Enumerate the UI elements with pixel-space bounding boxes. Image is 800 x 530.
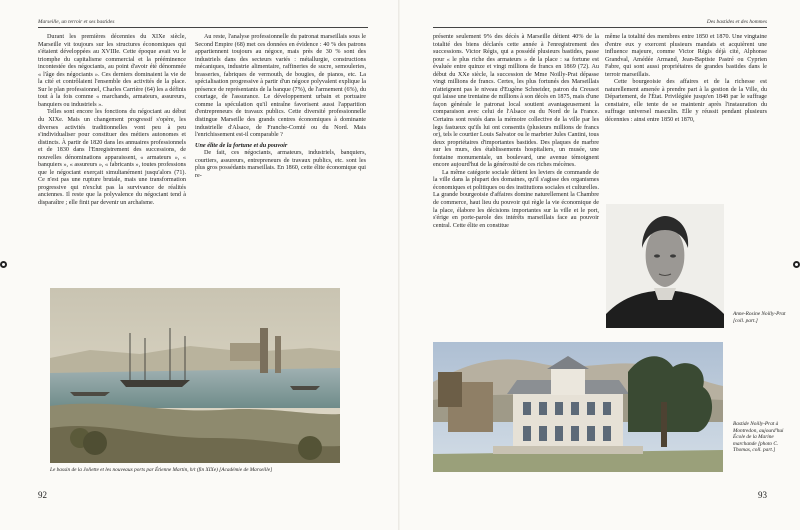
- right-column-1: [433, 34, 599, 230]
- left-column-2: [195, 34, 366, 180]
- portrait-photo: [606, 204, 724, 328]
- portrait-image: [606, 204, 724, 328]
- bastide-image: [433, 342, 723, 472]
- bastide-caption: Bastide Noilly-Prat à Montredon, aujourd'hui École de la Marine marchande [photo C. Thomas, coll. part.]: [733, 421, 784, 454]
- paragraph: présente seulement 9% des décès à Marseille détient 40% de la totalité des biens déclarés cette année à l'enregistrement des successions. Victor Régis, qui a possédé plusieurs bastides, passe pour « le plus riche des armateurs » de la place : sa fortune est évaluée entre quinze et vingt millions de francs en 1869 (72). Au début du XXe siècle, la succession de Mme Noilly-Prat dépasse vingt millions de francs. Certes, les plus fortunés des Marseillais n'atteignent pas le niveau d'Eugène Schneider, patron du Creusot qui laisse une trentaine de millions à son décès en 1875, mais d'une façon générale le patronat local soutient avantageusement la comparaison avec celui de l'Alsace ou du Nord de la France. Certains sont restés dans la mémoire collective de la ville par les legs fastueux qu'ils lui ont consentis (plusieurs millions de francs or), tels le courtier Louis Salvator ou le marbrier Jules Cantini, tous deux propriétaires d'importantes bastides. Des plaques de marbre sur les murs, des établissements hospitaliers, un musée, une fontaine monumentale, un boulevard, une avenue témoignent encore aujourd'hui de la générosité de ces riches mécènes.: [433, 34, 599, 169]
- right-page: [400, 0, 800, 530]
- running-head-right: Des bastides et des hommes: [706, 19, 767, 25]
- paragraph: Durant les premières décennies du XIXe siècle, Marseille vit toujours sur les structures économiques qui s'étaient développées au XVIIIe. Cette époque avait vu le triomphe du capitalisme commercial et la prééminence incontestée des négociants, au point d'avoir été dénommée « l'âge des négociants ». Ces derniers dominaient la vie de la cité et contrôlaient l'ensemble des activités de la place. Sur le plan professionnel, Charles Carrière (64) les a définis tout à la fois comme « marchands, armateurs, assureurs, banquiers ou industriels ».: [38, 34, 186, 108]
- header-rule-left: [38, 27, 368, 28]
- registration-mark-left: [0, 261, 7, 268]
- paragraph: De fait, ces négociants, armateurs, industriels, banquiers, courtiers, assureurs, entrepreneurs de travaux publics, etc. sont les plus gros possédants marseillais. En 1860, cette élite économique qui re-: [195, 150, 366, 179]
- paragraph: La même catégorie sociale détient les leviers de commande de la ville dans la plupart des domaines, qu'il s'agisse des organismes économiques et politiques ou des institutions sociales et culturelles. La grande bourgeoisie d'affaires domine naturellement la Chambre de commerce, haut lieu du pouvoir qui règle la vie économique de la place, élabore les décisions importantes sur la ville et le port, s'érige en porte-parole des intérêts marseillais face au pouvoir central. Cette élite en constitue: [433, 169, 599, 229]
- portrait-caption: Anne-Rosine Noilly-Prat [coll. part.]: [733, 311, 786, 324]
- painting-caption: Le bassin de la Joliette et les nouveaux ports par Étienne Martin, h/t (fin XIXe) [Académie de Marseille]: [50, 467, 273, 473]
- section-heading: Une élite de la fortune et du pouvoir: [195, 141, 288, 149]
- harbor-painting: [50, 288, 340, 463]
- bastide-photo: [433, 342, 723, 472]
- running-head-left: Marseille, un terroir et ses bastides: [38, 19, 115, 25]
- paragraph: Cette bourgeoisie des affaires et de la richesse est naturellement amenée à prendre part à la gestion de la Ville, du Département, de l'État. Privilégiée jusqu'en 1848 par le suffrage censitaire, elle tente de se maintenir après l'instauration du suffrage universel masculin. Elle y réussit pendant plusieurs décennies : ainsi entre 1850 et 1870,: [605, 79, 767, 124]
- paragraph: Au reste, l'analyse professionnelle du patronat marseillais sous le Second Empire (68) met ces données en évidence : 40 % des patrons appartiennent toujours au négoce, mais près de 30 % sont des industriels dans des secteurs variés : métallurgie, constructions mécaniques, industrie alimentaire, raffineries de sucre, semouleries, brasseries, fabriques de vermouth, de bougies, de pianos, etc. La spécialisation progressive à partir d'un négoce polyvalent explique la présence de représentants de la banque (7%), de l'armement (6%), du courtage, de l'assurance. Le développement urbain et portuaire comme la spéculation qu'il entraîne favorisent aussi l'apparition d'entrepreneurs de travaux publics. Cette diversité professionnelle distingue Marseille des grands centres économiques à dominante industrielle d'Alsace, de Franche-Comté ou du Nord. Mais l'enrichissement est-il comparable ?: [195, 34, 366, 139]
- page-number-right: 93: [758, 490, 767, 500]
- paragraph: même la totalité des membres entre 1850 et 1870. Une vingtaine d'entre eux y exercent plusieurs mandats et acquièrent une influence majeure, comme Victor Régis déjà cité, Alphonse Grandval, Amédée Armand, Jean-Baptiste Pastré ou Cyprien Fabre, qui sont aussi propriétaires de grandes bastides dans le terroir marseillais.: [605, 34, 767, 78]
- registration-mark-right: [793, 261, 800, 268]
- right-column-2: [605, 34, 767, 125]
- page-number-left: 92: [38, 490, 47, 500]
- header-rule-right: [433, 27, 767, 28]
- left-column-1: [38, 34, 186, 208]
- paragraph: Telles sont encore les fonctions du négociant au début du XIXe. Mais un changement progressif s'opère, les diverses activités traditionnelles vont peu à peu s'individualiser pour constituer des métiers autonomes et distincts. À partir de 1820 dans les annuaires professionnels et de 1830 dans l'Enregistrement des successions, de nouvelles dénominations apparaissent, « armateurs », « banquiers », « assureurs », « fabricants », toutes professions que le négociant exerçait simultanément jusqu'alors (71). Ce n'est pas une rupture brutale, mais une transformation progressive qui n'exclut pas la survivance de réalités anciennes. Il reste que la polyvalence du négociant tend à disparaître ; elle finit par devenir un archaïsme.: [38, 109, 186, 207]
- harbor-painting-image: [50, 288, 340, 463]
